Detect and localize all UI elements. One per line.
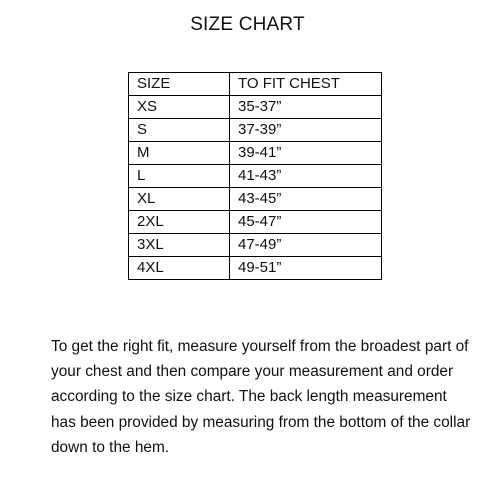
chest-cell: 45-47” bbox=[230, 211, 382, 234]
chest-cell: 49-51” bbox=[230, 257, 382, 280]
size-cell: S bbox=[129, 119, 230, 142]
chest-cell: 47-49” bbox=[230, 234, 382, 257]
table-row bbox=[129, 188, 382, 211]
size-cell: XL bbox=[129, 188, 230, 211]
size-cell: M bbox=[129, 142, 230, 165]
chest-cell: 35-37” bbox=[230, 96, 382, 119]
page-title: SIZE CHART bbox=[190, 14, 305, 35]
table-header-row bbox=[129, 73, 382, 96]
table-row bbox=[129, 211, 382, 234]
column-header-size: SIZE bbox=[129, 73, 230, 96]
size-cell: 2XL bbox=[129, 211, 230, 234]
size-cell: 3XL bbox=[129, 234, 230, 257]
chest-cell: 43-45” bbox=[230, 188, 382, 211]
table-row bbox=[129, 96, 382, 119]
size-cell: L bbox=[129, 165, 230, 188]
table-row bbox=[129, 234, 382, 257]
table-row bbox=[129, 165, 382, 188]
chest-cell: 37-39” bbox=[230, 119, 382, 142]
size-cell: 4XL bbox=[129, 257, 230, 280]
fit-instructions-paragraph: To get the right fit, measure yourself from the broadest part of your chest and then compare your measurement and order according to the size chart. The back length measurement has been provided by measuring from the bottom of the collar down to the hem. bbox=[51, 338, 471, 456]
table-row bbox=[129, 119, 382, 142]
column-header-chest: TO FIT CHEST bbox=[230, 73, 382, 96]
table-row bbox=[129, 142, 382, 165]
chest-cell: 39-41” bbox=[230, 142, 382, 165]
chest-cell: 41-43” bbox=[230, 165, 382, 188]
table-row bbox=[129, 257, 382, 280]
size-chart-table bbox=[128, 72, 382, 280]
size-cell: XS bbox=[129, 96, 230, 119]
